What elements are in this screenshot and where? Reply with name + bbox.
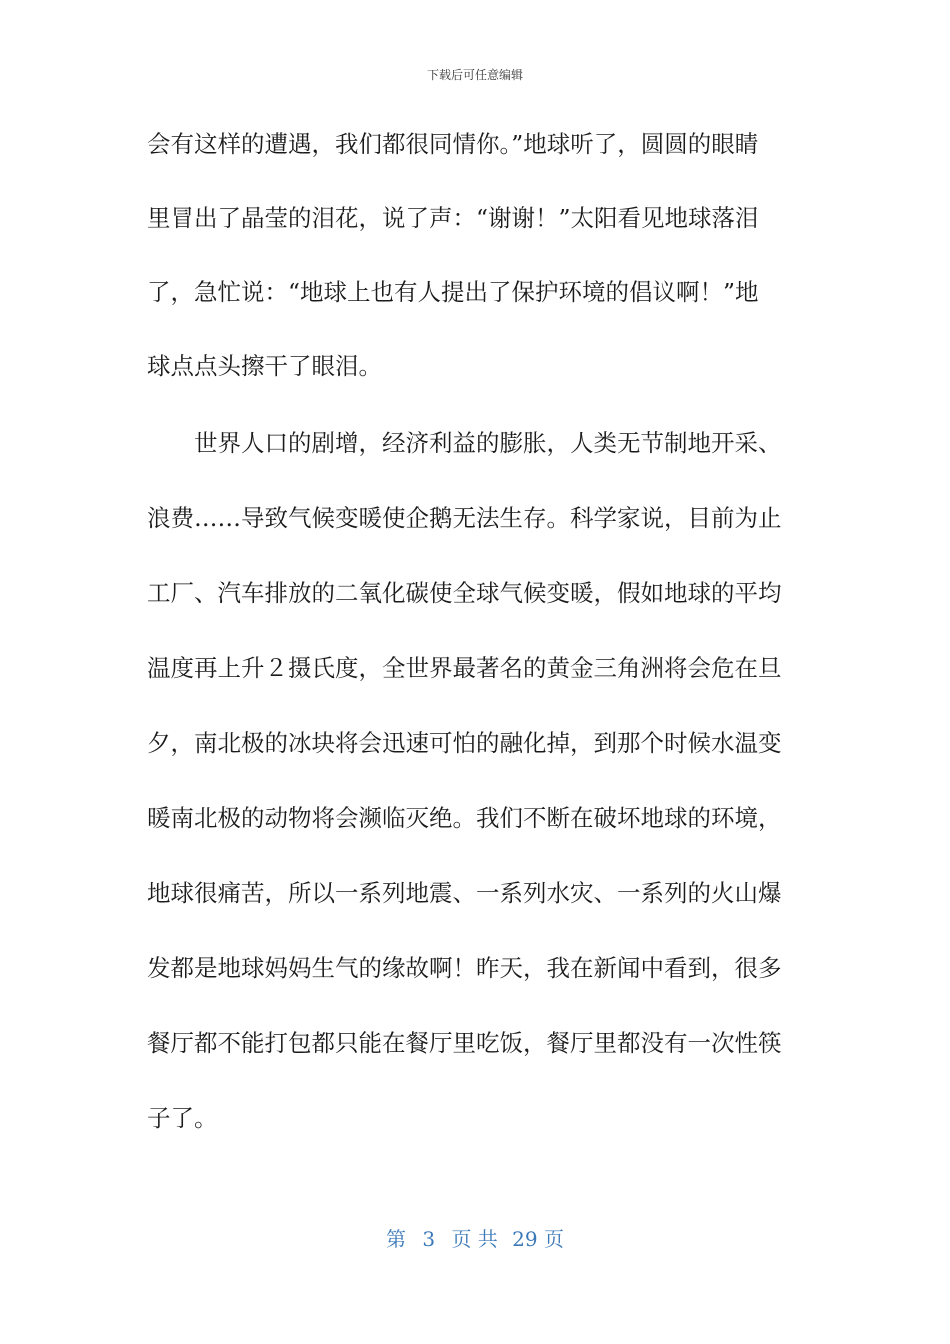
paragraph-2-line-6: 暖南北极的动物将会濒临灭绝。我们不断在破坏地球的环境，: [147, 804, 782, 832]
page-number-footer: [0, 1226, 950, 1252]
paragraph-1-line-1: 会有这样的遭遇，我们都很同情你。”地球听了，圆圆的眼睛: [147, 130, 759, 158]
paragraph-2-line-1: 世界人口的剧增，经济利益的膨胀，人类无节制地开采、: [194, 429, 782, 457]
page-header: 下载后可任意编辑: [426, 68, 523, 82]
paragraph-2-line-4: 温度再上升２摄氏度，全世界最著名的黄金三角洲将会危在旦: [147, 654, 782, 682]
paragraph-1-line-4: 球点点头擦干了眼泪。: [147, 352, 382, 380]
footer-prefix: 第: [386, 1227, 406, 1251]
paragraph-2-line-10: 子了。: [147, 1104, 218, 1132]
paragraph-2-line-8: 发都是地球妈妈生气的缘故啊！昨天，我在新闻中看到，很多: [147, 954, 782, 982]
paragraph-1-line-2: 里冒出了晶莹的泪花，说了声：“谢谢！”太阳看见地球落泪: [147, 204, 759, 232]
footer-suffix: 页: [543, 1227, 564, 1251]
paragraph-2-line-7: 地球很痛苦，所以一系列地震、一系列水灾、一系列的火山爆: [147, 879, 782, 907]
paragraph-2-line-3: 工厂、汽车排放的二氧化碳使全球气候变暖，假如地球的平均: [147, 579, 782, 607]
paragraph-2-line-2: 浪费……导致气候变暖使企鹅无法生存。科学家说，目前为止: [147, 504, 782, 532]
paragraph-1-line-3: 了，急忙说：“地球上也有人提出了保护环境的倡议啊！”地: [147, 278, 759, 306]
paragraph-2-line-5: 夕，南北极的冰块将会迅速可怕的融化掉，到那个时候水温变: [147, 729, 782, 757]
footer-middle: 页 共: [451, 1227, 498, 1251]
footer-current-page: 3: [422, 1227, 436, 1251]
paragraph-2-line-9: 餐厅都不能打包都只能在餐厅里吃饭，餐厅里都没有一次性筷: [147, 1029, 782, 1057]
footer-total-pages: 29: [512, 1227, 538, 1251]
